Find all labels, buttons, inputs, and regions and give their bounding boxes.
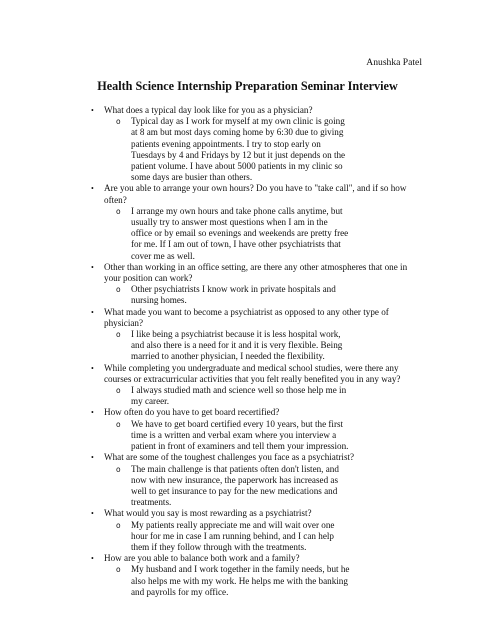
answer-text: The main challenge is that patients often don't listen, and now with new insurance, the paperwork has increased as well to get insurance to pay for the new medications and treatments. [131, 463, 339, 508]
question-text: What are some of the toughest challenges you face as a psychiatrist? [104, 452, 355, 463]
answer-item [0, 385, 425, 407]
interview-item [0, 262, 495, 307]
answer-list [104, 464, 425, 509]
answer-list [104, 520, 425, 554]
interview-item [0, 553, 495, 598]
question-text: What would you say is most rewarding as a psychiatrist? [104, 508, 312, 519]
answer-item [0, 116, 425, 183]
answer-text: I like being a psychiatrist because it is less hospital work, and also there is a need for it and it is very flexible. Being married to another physician, I needed the flexibility. [131, 329, 343, 362]
answer-item [0, 206, 425, 262]
answer-text: Other psychiatrists I know work in private hospitals and nursing homes. [131, 284, 336, 306]
answer-item [0, 564, 425, 598]
answer-list [104, 284, 425, 306]
bullet-icon: • [91, 554, 94, 564]
interview-item [0, 105, 495, 183]
interview-item [0, 407, 495, 452]
interview-item [0, 183, 495, 261]
sub-bullet-icon: o [116, 386, 121, 396]
answer-text: We have to get board certified every 10 years, but the first time is a written and verbal exam where you interview a patient in front of examiners and tell them your impression. [131, 418, 349, 452]
interview-item [0, 508, 495, 553]
question-text: While completing you undergraduate and medical school studies, were there any courses or extracurricular activities that you felt really benefited you in any way? [104, 362, 401, 384]
answer-item [0, 284, 425, 306]
answer-list [104, 116, 425, 183]
answer-text: I always studied math and science well so those help me in my career. [131, 385, 347, 407]
answer-text: I arrange my own hours and take phone calls anytime, but usually try to answer most questions when I am in the office or by email so evenings and weekends are pretty free for me. If I am out of town, I have other psychiatrists that cover me as well. [131, 205, 349, 261]
answer-text: Typical day as I work for myself at my own clinic is going at 8 am but most days coming home by 6:30 due to giving patients evening appointments. I try to stop early on Tuesdays by 4 and Fridays by 12 but it just depends on the patient volume. I have about 5000 patients in my clinic so some days are busier than others. [131, 116, 346, 183]
sub-bullet-icon: o [116, 206, 121, 216]
sub-bullet-icon: o [116, 117, 121, 127]
question-text: How are you able to balance both work and a family? [104, 553, 300, 564]
bullet-icon: • [91, 363, 94, 373]
question-text: What made you want to become a psychiatrist as opposed to any other type of physician? [104, 306, 389, 328]
bullet-icon: • [91, 307, 94, 317]
answer-list [104, 419, 425, 453]
answer-item [0, 520, 425, 554]
answer-item [0, 464, 425, 509]
interview-question-list [0, 105, 495, 598]
answer-item [0, 419, 425, 453]
bullet-icon: • [91, 509, 94, 519]
answer-list [104, 206, 425, 262]
sub-bullet-icon: o [116, 285, 121, 295]
sub-bullet-icon: o [116, 330, 121, 340]
question-text: Other than working in an office setting, are there any other atmospheres that one in your position can work? [104, 261, 408, 284]
answer-list [104, 564, 425, 598]
question-text: What does a typical day look like for you as a physician? [104, 105, 313, 115]
interview-item [0, 307, 495, 363]
sub-bullet-icon: o [116, 419, 121, 429]
sub-bullet-icon: o [116, 520, 121, 530]
interview-item [0, 363, 495, 408]
bullet-icon: • [91, 184, 94, 194]
answer-list [104, 329, 425, 363]
answer-text: My patients really appreciate me and will wait over one hour for me in case I am running behind, and I can help them if they follow through with the treatments. [131, 519, 335, 552]
sub-bullet-icon: o [116, 464, 121, 474]
author-name: Anushka Patel [366, 57, 422, 68]
bullet-icon: • [91, 453, 94, 463]
sub-bullet-icon: o [116, 565, 121, 575]
answer-list [104, 385, 425, 407]
document-title: Health Science Internship Preparation Seminar Interview [97, 79, 398, 93]
bullet-icon: • [91, 106, 94, 115]
answer-text: My husband and I work together in the family needs, but he also helps me with my work. He helps me with the banking and payrolls for my office. [131, 564, 350, 597]
question-text: How often do you have to get board recertified? [104, 407, 280, 418]
bullet-icon: • [91, 408, 94, 418]
question-text: Are you able to arrange your own hours? Do you have to "take call", and if so how often? [104, 183, 407, 205]
answer-item [0, 329, 425, 363]
interview-item [0, 452, 495, 508]
bullet-icon: • [91, 262, 94, 272]
